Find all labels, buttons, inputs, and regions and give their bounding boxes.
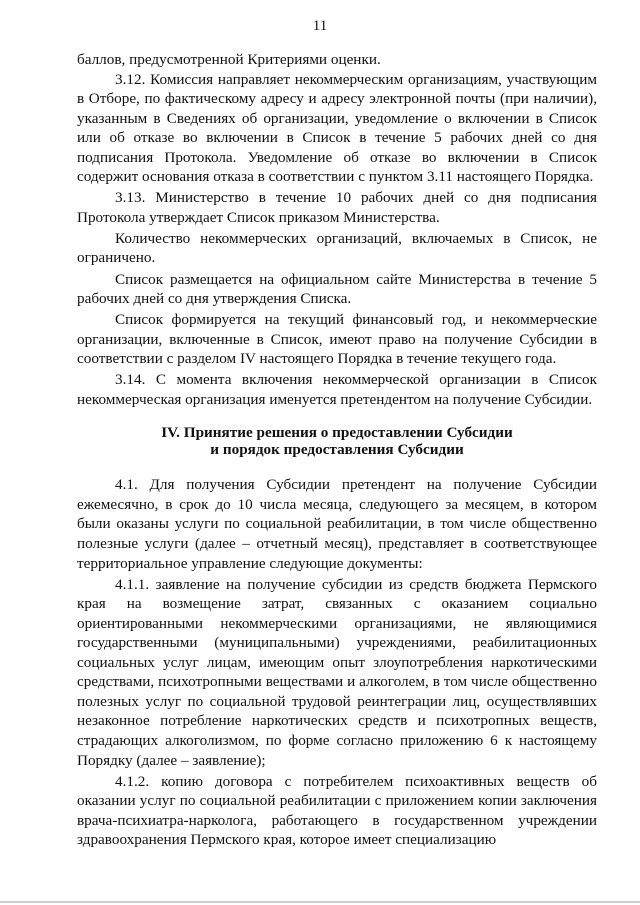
paragraph-3-14: 3.14. С момента включения некоммерческой организации в Список некоммерческая организация именуется претендентом на получение Субсидии. xyxy=(77,371,597,408)
section-heading-iv xyxy=(77,425,597,458)
section-heading-line-2: и порядок предоставления Субсидии xyxy=(210,440,464,458)
page-bottom-edge xyxy=(0,901,640,903)
paragraph-4-1-2: 4.1.2. копию договора с потребителем психоактивных веществ об оказании услуг по социальной реабилитации с приложением копии заключения врача-психиатра-нарколога, работающего в государственном учреждении здравоохранения Пермского края, которое имеет специализацию xyxy=(77,772,597,849)
paragraph-3-12: 3.12. Комиссия направляет некоммерческим организациям, участвующим в Отборе, по фактическому адресу и адресу электронной почты (при наличии), указанным в Сведениях об организации, уведомление о включении в Список или об отказе во включении в Список в течение 5 рабочих дней со дня подписания Протокола. Уведомление об отказе во включении в Список содержит основания отказа в соответствии с пунктом 3.11 настоящего Порядка. xyxy=(77,70,597,186)
paragraph-organization-count: Количество некоммерческих организаций, включаемых в Список, не ограничено. xyxy=(77,229,597,267)
paragraph-4-1-1: 4.1.1. заявление на получение субсидии из средств бюджета Пермского края на возмещение затрат, связанных с оказанием социально ориентированными некоммерческими организациями, не являющимися государственными (муниципальными) учреждениями, реабилитационных социальных услуг лицам, имеющим опыт злоупотребления наркотическими средствами, психотропными веществами и алкоголем, в том числе общественно полезных услуг по социальной трудовой реинтеграции лиц, осуществлявших незаконное потребление наркотических средств и психотропных веществ, страдающих алкоголизмом, по форме согласно приложению 6 к настоящему Порядку (далее – заявление); xyxy=(77,575,597,769)
paragraph-list-publication: Список размещается на официальном сайте Министерства в течение 5 рабочих дней со дня утверждения Списка. xyxy=(77,270,597,308)
page-number: 11 xyxy=(312,18,328,34)
paragraph-4-1: 4.1. Для получения Субсидии претендент на получение Субсидии ежемесячно, в срок до 10 числа месяца, следующего за месяцем, в котором были оказаны услуги по социальной реабилитации, в том числе общественно полезные услуги (далее – отчетный месяц), представляет в соответствующее территориальное управление следующие документы: xyxy=(77,476,597,572)
paragraph-list-formation: Список формируется на текущий финансовый год, и некоммерческие организации, включенные в Список, имеют право на получение Субсидии в соответствии с разделом IV настоящего Порядка в течение текущего года. xyxy=(77,311,597,368)
paragraph-continuation: баллов, предусмотренной Критериями оценки. xyxy=(77,51,381,68)
paragraph-3-13: 3.13. Министерство в течение 10 рабочих дней со дня подписания Протокола утверждает Список приказом Министерства. xyxy=(77,189,597,226)
section-heading-line-1: IV. Принятие решения о предоставлении Субсидии xyxy=(161,424,513,442)
document-body xyxy=(77,50,597,850)
